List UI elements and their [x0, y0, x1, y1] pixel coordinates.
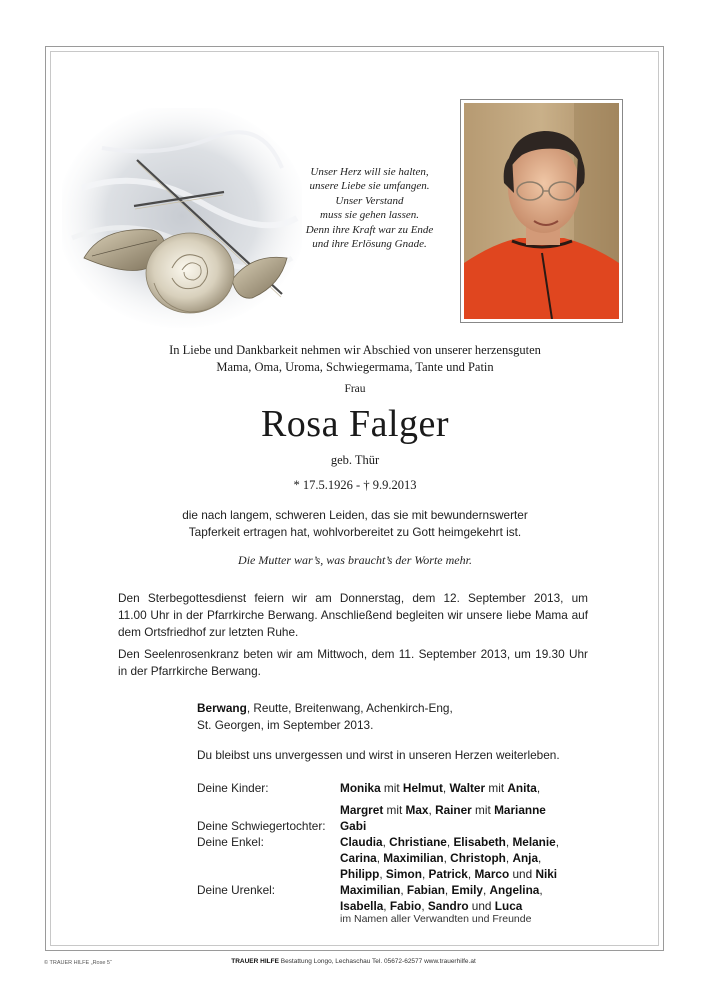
portrait-image	[464, 103, 619, 319]
illness-text	[60, 507, 650, 541]
grandchildren-line-1: Claudia, Christiane, Elisabeth, Melanie,	[340, 835, 560, 849]
rosary-line: Den Seelenrosenkranz beten wir am Mittwoch, dem 11. September 2013, um 19.30 Uhr	[118, 647, 588, 661]
inlaw-label: Deine Schwiegertochter:	[197, 819, 326, 833]
poem-line: unsere Liebe sie umfangen.	[309, 180, 430, 193]
deceased-name: Rosa Falger	[260, 403, 450, 445]
intro-line: Mama, Oma, Uroma, Schwiegermama, Tante und Patin	[216, 360, 494, 374]
motto: Die Mutter war’s, was braucht’s der Worte mehr.	[238, 553, 472, 567]
portrait-photo	[460, 99, 623, 323]
intro-text	[60, 342, 650, 376]
place-line2: St. Georgen, im September 2013.	[197, 718, 374, 732]
poem	[292, 165, 447, 251]
maiden-name: geb. Thür	[330, 453, 380, 467]
illness-line: die nach langem, schweren Leiden, das sie mit bewundernswerter	[182, 508, 528, 522]
place-main: Berwang	[197, 701, 247, 715]
poem-line: muss sie gehen lassen.	[320, 209, 419, 222]
children-line-2: Margret mit Max, Rainer mit Marianne	[340, 803, 546, 817]
place-date	[197, 700, 453, 734]
closing-line: im Namen aller Verwandten und Freunde	[340, 913, 532, 925]
salutation: Frau	[344, 383, 366, 395]
grandchildren-line-3: Philipp, Simon, Patrick, Marco und Niki	[340, 867, 558, 881]
poem-line: und ihre Erlösung Gnade.	[312, 238, 427, 251]
intro-line: In Liebe und Dankbarkeit nehmen wir Abschied von unserer herzensguten	[169, 343, 541, 357]
greatgrandchildren-line-1: Maximilian, Fabian, Emily, Angelina,	[340, 883, 543, 897]
grandchildren-label: Deine Enkel:	[197, 835, 264, 849]
remembrance-text: Du bleibst uns unvergessen und wirst in unseren Herzen weiterleben.	[197, 748, 560, 762]
funeral-line: dem Ortsfriedhof zur letzten Ruhe.	[118, 625, 299, 639]
life-dates: * 17.5.1926 - † 9.9.2013	[293, 478, 417, 492]
poem-line: Unser Verstand	[335, 194, 404, 207]
footer-brand: TRAUER HILFE	[231, 958, 279, 965]
greatgrandchildren-label: Deine Urenkel:	[197, 883, 276, 897]
rosary-paragraph	[118, 646, 588, 680]
inlaw-value: Gabi	[340, 819, 367, 833]
footer-info	[0, 958, 707, 965]
poem-line: Unser Herz will sie halten,	[310, 166, 429, 178]
children-line-1: Monika mit Helmut, Walter mit Anita,	[340, 781, 541, 795]
poem-line: Denn ihre Kraft war zu Ende	[305, 223, 434, 236]
rosary-line: in der Pfarrkirche Berwang.	[118, 664, 261, 678]
children-label: Deine Kinder:	[197, 781, 269, 795]
funeral-line: Den Sterbegottesdienst feiern wir am Donnerstag, dem 12. September 2013, um	[118, 591, 588, 605]
footer-text: Bestattung Longo, Lechaschau Tel. 05672-62577 www.trauerhilfe.at	[278, 958, 476, 965]
place-rest: , Reutte, Breitenwang, Achenkirch-Eng,	[246, 701, 453, 715]
grandchildren-line-2: Carina, Maximilian, Christoph, Anja,	[340, 851, 542, 865]
illness-line: Tapferkeit ertragen hat, wohlvorbereitet zu Gott heimgekehrt ist.	[188, 525, 522, 539]
funeral-line: 11.00 Uhr in der Pfarrkirche Berwang. Anschließend begleiten wir unsere liebe Mama auf	[118, 608, 588, 622]
cross-roses-artwork	[62, 108, 302, 330]
copyright-note: © TRAUER HILFE „Rose 5“	[44, 960, 112, 966]
greatgrandchildren-line-2: Isabella, Fabio, Sandro und Luca	[340, 899, 523, 913]
funeral-paragraph	[118, 590, 588, 641]
